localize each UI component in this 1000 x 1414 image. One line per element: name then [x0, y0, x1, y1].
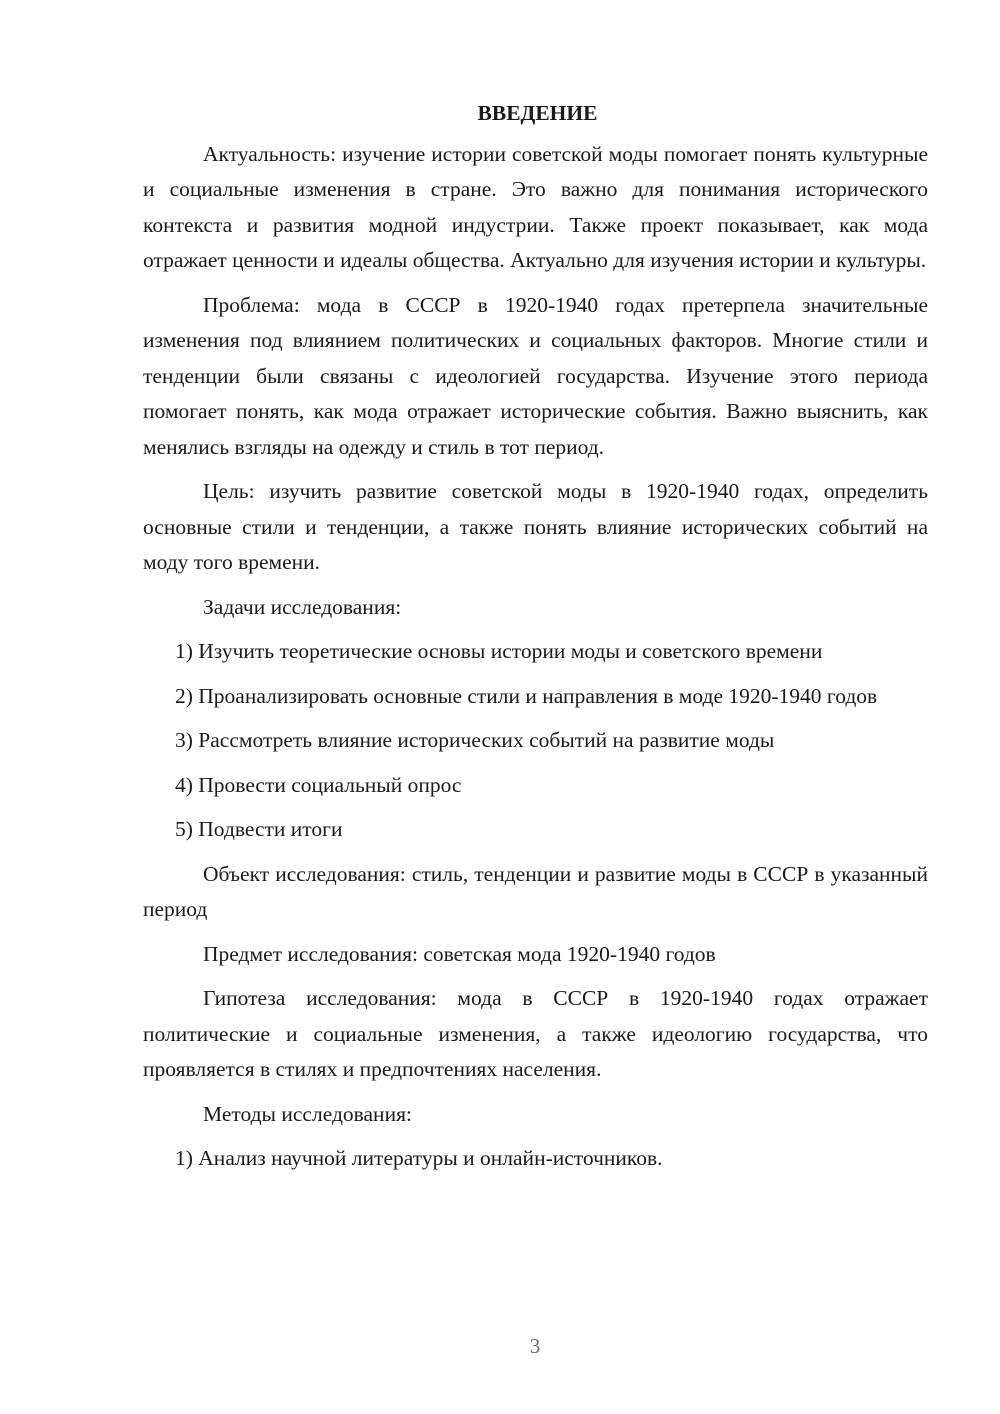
task-item-4: 4) Провести социальный опрос — [175, 772, 462, 797]
object-paragraph: Объект исследования: стиль, тенденции и развитие моды в СССР в указанный период — [143, 861, 928, 921]
goal-paragraph: Цель: изучить развитие советской моды в 1920-1940 годах, определить основные стили и тенденции, а также понять влияние исторических событий на моду того времени. — [143, 479, 928, 574]
task-item-2: 2) Проанализировать основные стили и направления в моде 1920-1940 годов — [175, 683, 878, 708]
relevance-paragraph: Актуальность: изучение истории советской моды помогает понять культурные и социальные изменения в стране. Это важно для понимания исторического контекста и развития модной индустрии. Также проект показывает, как мода отражает ценности и идеалы общества. Актуально для изучения истории и культуры. — [143, 141, 928, 272]
methods-heading: Методы исследования: — [203, 1101, 412, 1126]
task-item-1: 1) Изучить теоретические основы истории моды и советского времени — [175, 639, 823, 663]
task-item-5: 5) Подвести итоги — [175, 817, 343, 841]
document-page — [143, 96, 928, 1186]
subject-paragraph: Предмет исследования: советская мода 1920-1940 годов — [203, 941, 716, 966]
page-number: 3 — [529, 1334, 541, 1358]
problem-paragraph: Проблема: мода в СССР в 1920-1940 годах претерпела значительные изменения под влиянием политических и социальных факторов. Многие стили и тенденции были связаны с идеологией государства. Изучение этого периода помогает понять, как мода отражает исторические события. Важно выяснить, как менялись взгляды на одежду и стиль в тот период. — [143, 292, 928, 459]
tasks-heading: Задачи исследования: — [203, 594, 402, 619]
hypothesis-paragraph: Гипотеза исследования: мода в СССР в 1920-1940 годах отражает политические и социальные изменения, а также идеологию государства, что проявляется в стилях и предпочтениях населения. — [143, 986, 928, 1081]
page-title: ВВЕДЕНИЕ — [477, 101, 598, 125]
method-item-1: 1) Анализ научной литературы и онлайн-источников. — [175, 1146, 663, 1170]
task-item-3: 3) Рассмотреть влияние исторических событий на развитие моды — [175, 728, 775, 752]
